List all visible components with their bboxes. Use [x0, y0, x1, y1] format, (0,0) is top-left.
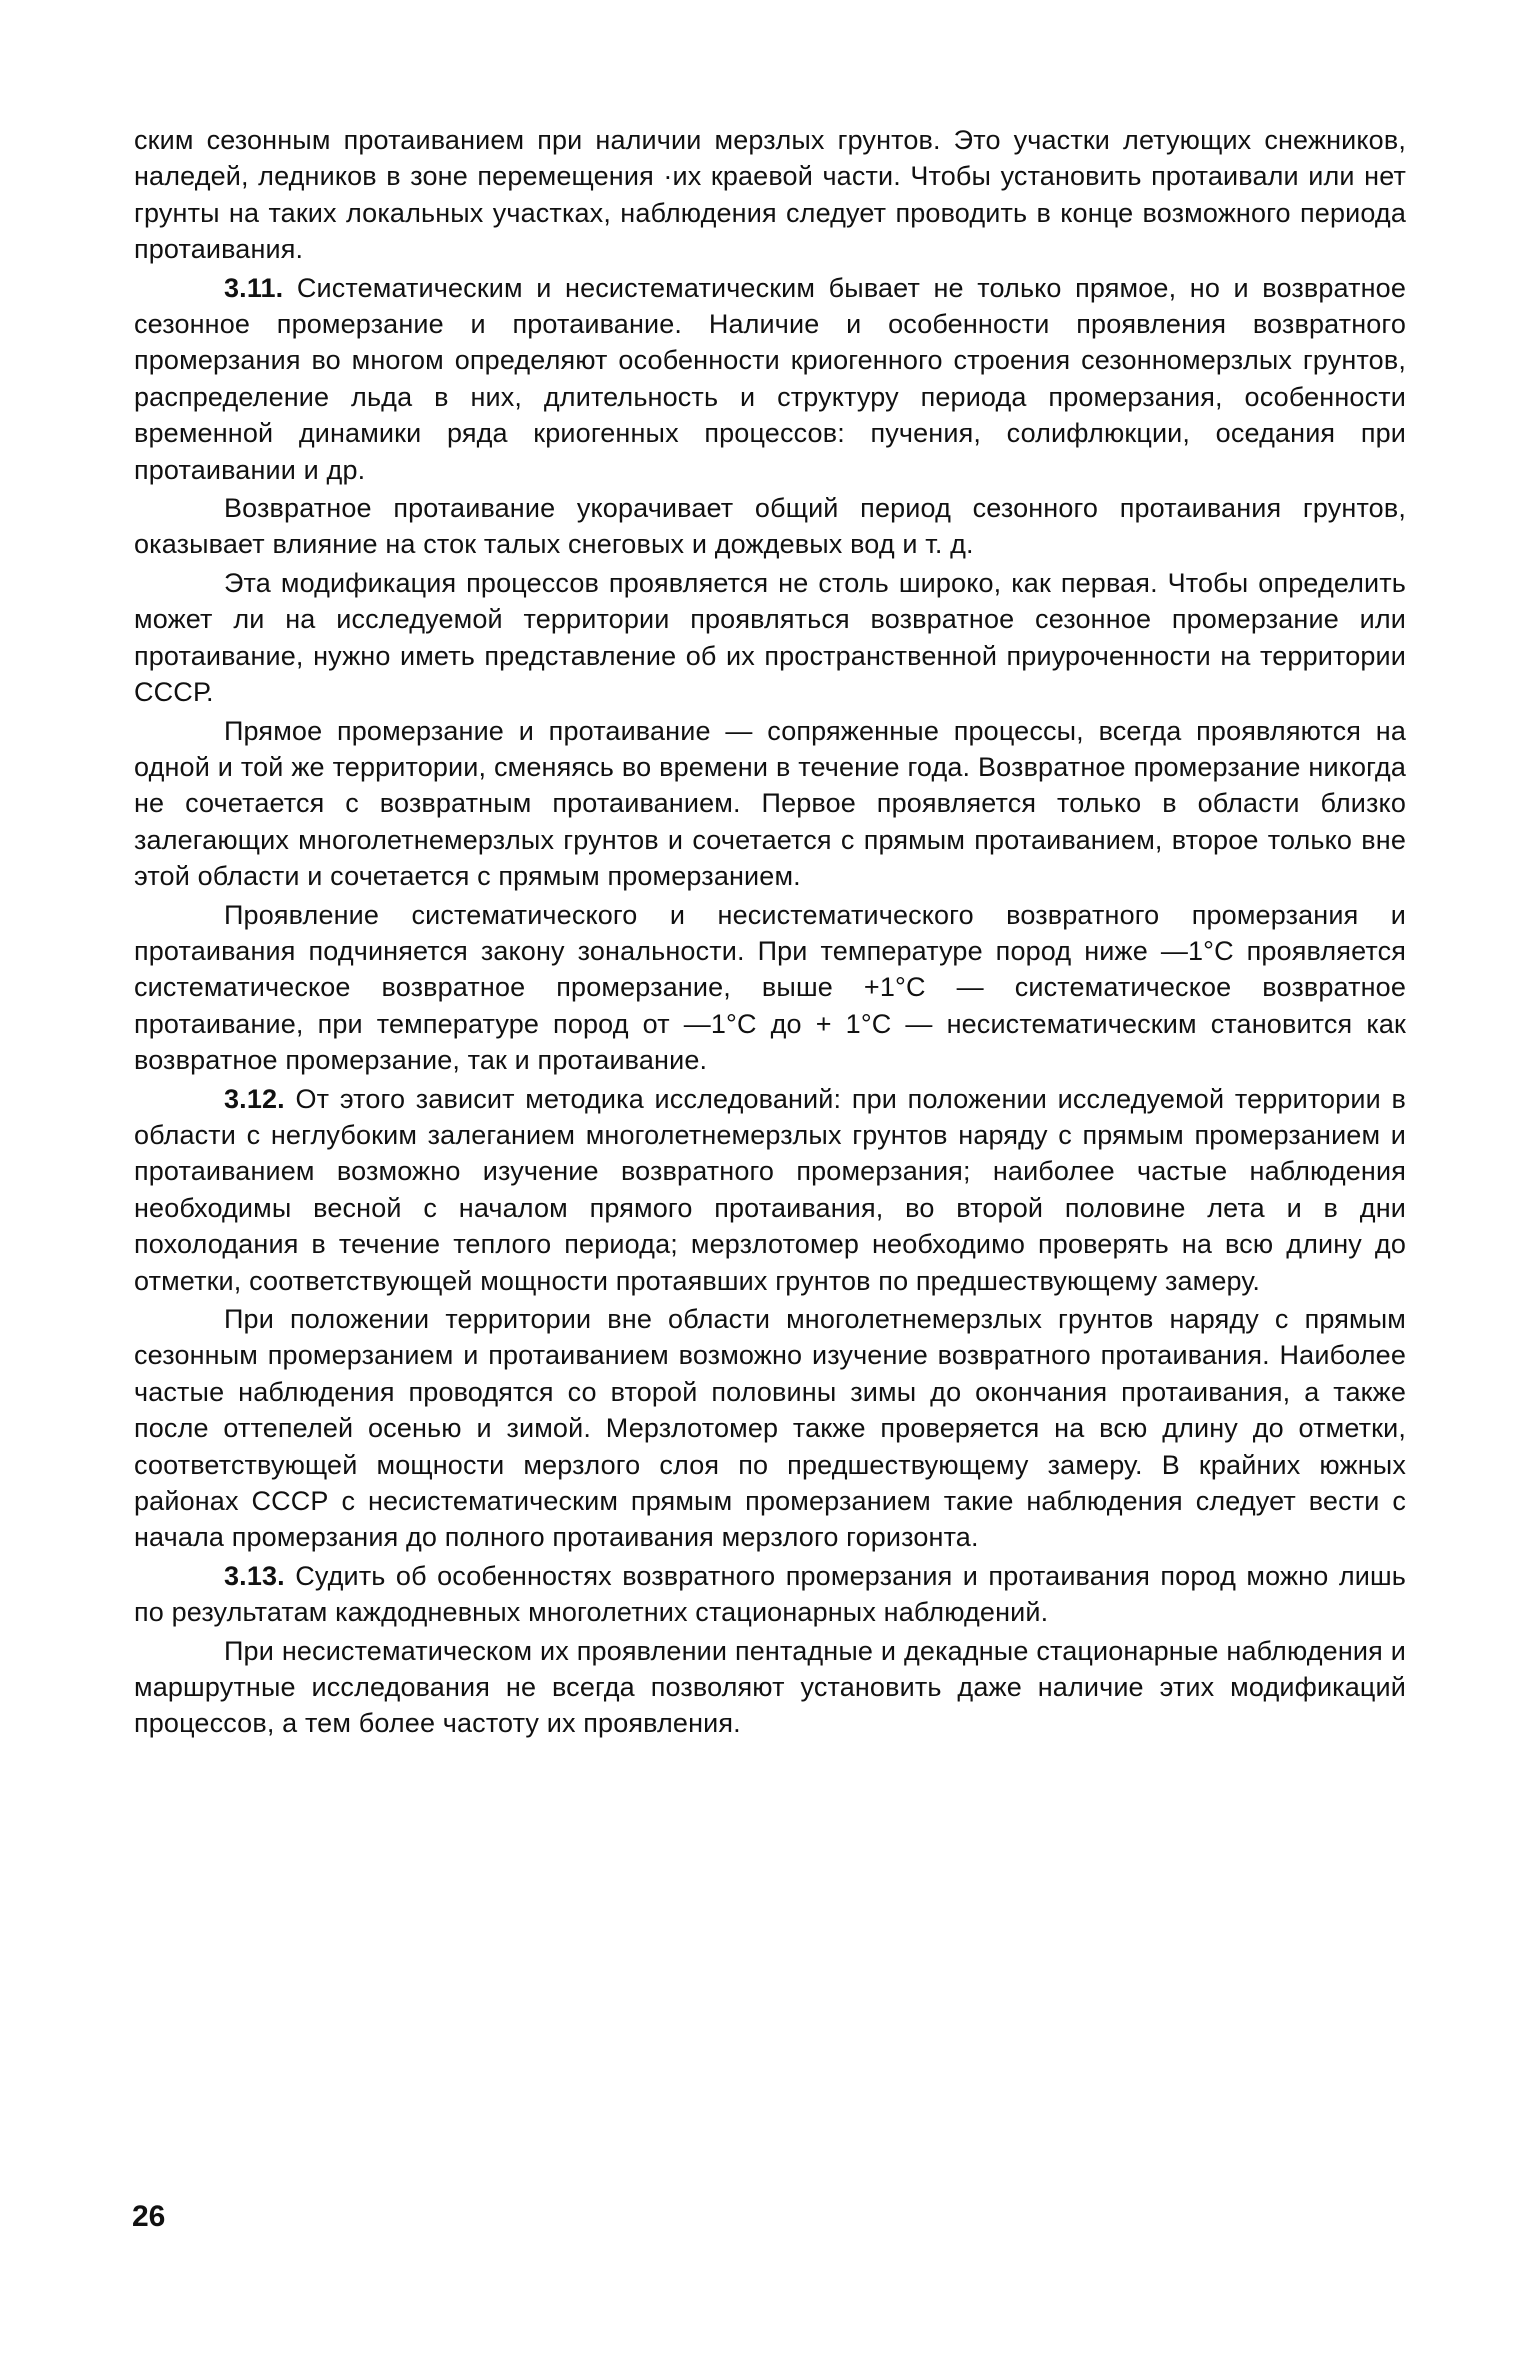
- paragraph-text: Судить об особенностях возвратного промерзания и протаивания пород можно лишь по результатам каждодневных многолетних стационарных наблюдений.: [134, 1560, 1406, 1628]
- section-number: 3.11.: [224, 272, 284, 303]
- paragraph-7: [134, 1081, 1406, 1299]
- paragraph-1: [134, 122, 1406, 268]
- paragraph-text: Систематическим и несистематическим бывает не только прямое, но и возвратное сезонное промерзание и протаивание. Наличие и особенности проявления возвратного промерзания во многом определяют особенности криогенного строения сезонномерзлых грунтов, распределение льда в них, длительность и структуру периода промерзания, особенности временной динамики ряда криогенных процессов: пучения, солифлюкции, оседания при протаивании и др.: [134, 272, 1406, 485]
- paragraph-5: [134, 713, 1406, 895]
- paragraph-6: [134, 897, 1406, 1079]
- paragraph-text: Проявление систематического и несистематического возвратного промерзания и протаивания подчиняется закону зональности. При температуре пород ниже —1°С проявляется систематическое возвратное промерзание, выше +1°С — систематическое возвратное протаивание, при температуре пород от —1°С до + 1°С — несистематическим становится как возвратное промерзание, так и протаивание.: [134, 899, 1406, 1076]
- paragraph-text: ским сезонным протаиванием при наличии мерзлых грунтов. Это участки летующих снежников, наледей, ледников в зоне перемещения ·их краевой части. Чтобы установить протаивали или нет грунты на таких локальных участках, наблюдения следует проводить в конце возможного периода протаивания.: [134, 125, 1406, 265]
- section-number: 3.13.: [224, 1560, 285, 1591]
- text-block: [134, 122, 1406, 1742]
- paragraph-2: [134, 270, 1406, 488]
- page-number: 26: [132, 2200, 166, 2233]
- page-body: [134, 122, 1406, 1742]
- section-number: 3.12.: [224, 1083, 285, 1114]
- paragraph-text: От этого зависит методика исследований: при положении исследуемой территории в области с неглубоким залеганием многолетнемерзлых грунтов наряду с прямым промерзанием и протаиванием возможно изучение возвратного промерзания; наиболее частые наблюдения необходимы весной с началом прямого протаивания, во второй половине лета и в дни похолодания в течение теплого периода; мерзлотомер необходимо проверять на всю длину до отметки, соответствующей мощности протаявших грунтов по предшествующему замеру.: [134, 1083, 1406, 1296]
- paragraph-3: [134, 490, 1406, 563]
- paragraph-4: [134, 565, 1406, 711]
- paragraph-text: При положении территории вне области многолетнемерзлых грунтов наряду с прямым сезонным промерзанием и протаиванием возможно изучение возвратного протаивания. Наиболее частые наблюдения проводятся со второй половины зимы до окончания протаивания, а также после оттепелей осенью и зимой. Мерзлотомер также проверяется на всю длину до отметки, соответствующей мощности мерзлого слоя по предшествующему замеру. В крайних южных районах СССР с несистематическим прямым промерзанием такие наблюдения следует вести с начала промерзания до полного протаивания мерзлого горизонта.: [134, 1304, 1406, 1553]
- paragraph-10: [134, 1633, 1406, 1742]
- paragraph-text: Прямое промерзание и протаивание — сопряженные процессы, всегда проявляются на одной и той же территории, сменяясь во времени в течение года. Возвратное промерзание никогда не сочетается с возвратным протаиванием. Первое проявляется только в области близко залегающих многолетнемерзлых грунтов и сочетается с прямым протаиванием, второе только вне этой области и сочетается с прямым промерзанием.: [134, 715, 1406, 892]
- paragraph-8: [134, 1301, 1406, 1556]
- paragraph-text: При несистематическом их проявлении пентадные и декадные стационарные наблюдения и маршрутные исследования не всегда позволяют установить даже наличие этих модификаций процессов, а тем более частоту их проявления.: [134, 1635, 1406, 1739]
- paragraph-9: [134, 1558, 1406, 1631]
- paragraph-text: Эта модификация процессов проявляется не столь широко, как первая. Чтобы определить может ли на исследуемой территории проявляться возвратное сезонное промерзание или протаивание, нужно иметь представление об их пространственной приуроченности на территории СССР.: [134, 567, 1406, 708]
- paragraph-text: Возвратное протаивание укорачивает общий период сезонного протаивания грунтов, оказывает влияние на сток талых снеговых и дождевых вод и т. д.: [134, 493, 1406, 560]
